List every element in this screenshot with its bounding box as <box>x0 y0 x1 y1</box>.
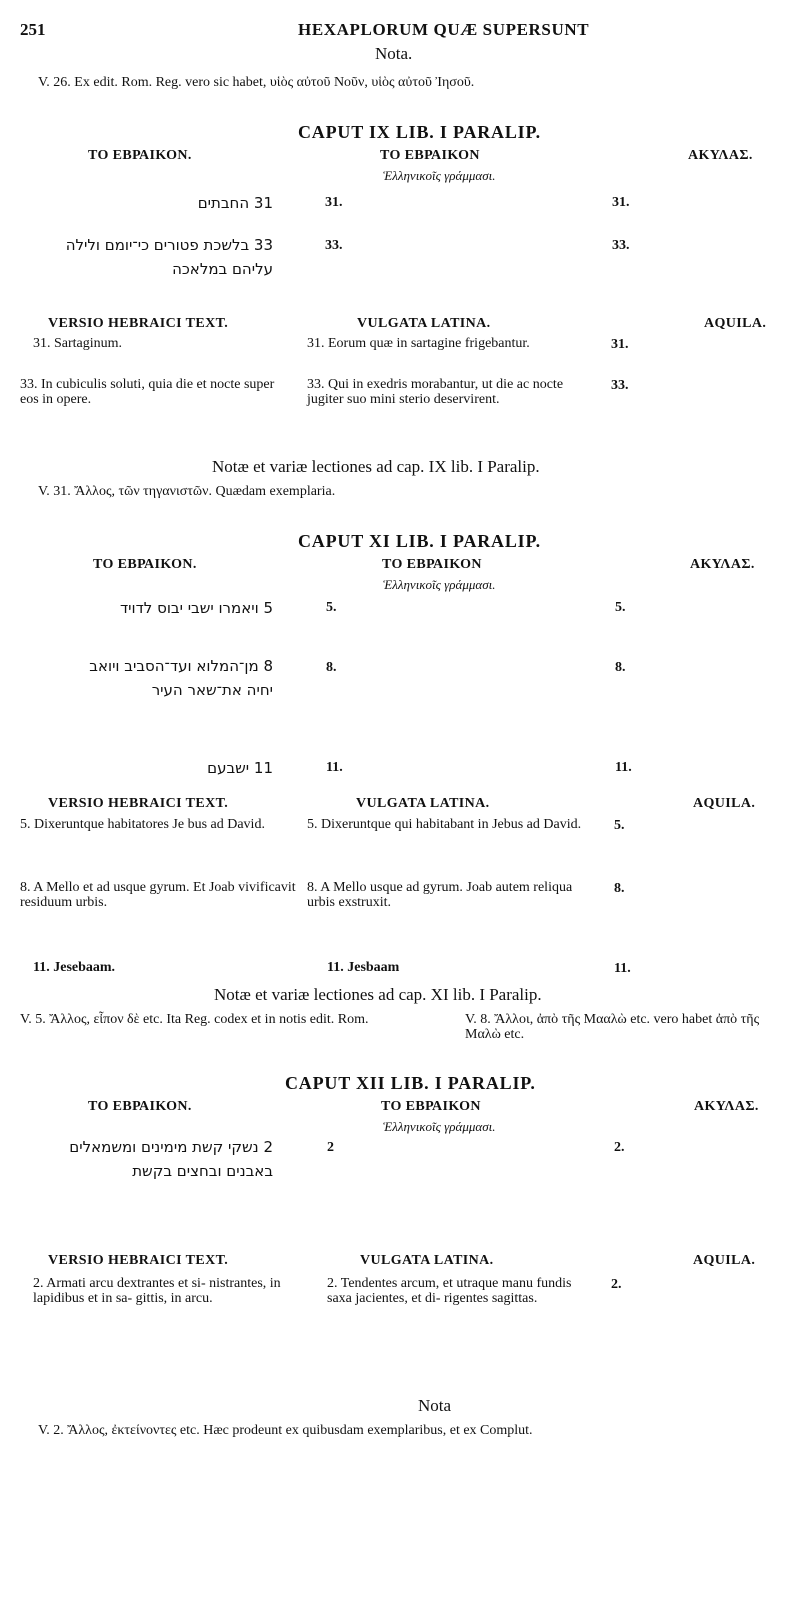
versio-text: 8. A Mello et ad usque gyrum. Et Joab vivificavit residuum urbis. <box>20 880 296 910</box>
col-header-aquila: ΑΚΥΛΑΣ. <box>688 148 753 163</box>
col-header-vulgata: VULGATA LATINA. <box>356 796 490 811</box>
hebrew-line: עליהם במלאכה <box>172 260 273 278</box>
hebrew-line: 5 ויאמרו ישבי יבוס לדויד <box>119 599 273 617</box>
col-header-hebrew: ΤΟ ΕΒΡΑΙΚΟΝ. <box>88 1099 192 1114</box>
col-subheader-greek: Ἑλληνικοῖς γράμμασι. <box>383 168 496 183</box>
aquila-latin-number: 31. <box>611 337 629 352</box>
running-title: HEXAPLORUM QUÆ SUPERSUNT <box>298 20 590 39</box>
aquila-latin-number: 5. <box>614 818 625 833</box>
section-title-caput-xii: CAPUT XII LIB. I PARALIP. <box>285 1073 536 1093</box>
hebrew-line: 8 מן־המלוא ועד־הסביב ויואב <box>89 657 273 675</box>
versio-text: 33. In cubiculis soluti, quia die et nocte super eos in opere. <box>20 377 275 407</box>
col-header-aquila-latin: AQUILA. <box>704 316 767 331</box>
hebrew-line: 11 ישבעם <box>207 759 273 777</box>
notes-heading: Nota <box>418 1396 452 1415</box>
col-header-aquila-latin: AQUILA. <box>693 1253 756 1268</box>
aquila-verse-number: 31. <box>612 195 630 210</box>
vulgata-text: 8. A Mello usque ad gyrum. Joab autem reliqua urbis exstruxit. <box>307 880 573 910</box>
aquila-latin-number: 2. <box>611 1277 622 1292</box>
greek-verse-number: 5. <box>326 600 337 615</box>
notes-heading: Notæ et variæ lectiones ad cap. XI lib. I Paralip. <box>214 985 542 1004</box>
notes-text: V. 31. Ἄλλος, τῶν τηγανιστῶν. Quædam exemplaria. <box>38 484 336 499</box>
vulgata-text: 5. Dixeruntque qui habitabant in Jebus ad David. <box>307 817 582 832</box>
top-note-heading: Nota. <box>375 44 413 63</box>
greek-verse-number: 31. <box>325 195 343 210</box>
notes-text: V. 2. Ἄλλος, ἐκτείνοντες etc. Hæc prodeunt ex quibusdam exemplaribus, et ex Complut. <box>38 1423 533 1438</box>
col-header-aquila: ΑΚΥΛΑΣ. <box>694 1099 759 1114</box>
col-header-greek: ΤΟ ΕΒΡΑΙΚΟΝ <box>380 148 480 163</box>
col-header-vulgata: VULGATA LATINA. <box>360 1253 494 1268</box>
hebrew-line: 31 החבתים <box>197 194 273 212</box>
col-subheader-greek: Ἑλληνικοῖς γράμμασι. <box>383 1119 496 1134</box>
page-number: 251 <box>20 20 46 39</box>
col-header-versio: VERSIO HEBRAICI TEXT. <box>48 796 229 811</box>
versio-text: 11. Jesebaam. <box>33 960 116 975</box>
vulgata-text: 31. Eorum quæ in sartagine frigebantur. <box>307 336 530 351</box>
aquila-latin-number: 11. <box>614 961 631 976</box>
aquila-latin-number: 33. <box>611 378 629 393</box>
versio-text: 5. Dixeruntque habitatores Je bus ad David. <box>20 817 265 832</box>
aquila-latin-number: 8. <box>614 881 625 896</box>
vulgata-text: 33. Qui in exedris morabantur, ut die ac nocte jugiter suo mini sterio deservirent. <box>307 377 564 407</box>
notes-heading: Notæ et variæ lectiones ad cap. IX lib. I Paralip. <box>212 457 540 476</box>
col-header-vulgata: VULGATA LATINA. <box>357 316 491 331</box>
greek-verse-number: 33. <box>325 238 343 253</box>
aquila-verse-number: 11. <box>615 760 632 775</box>
col-header-aquila: ΑΚΥΛΑΣ. <box>690 557 755 572</box>
aquila-verse-number: 33. <box>612 238 630 253</box>
aquila-verse-number: 2. <box>614 1140 625 1155</box>
section-title-caput-xi: CAPUT XI LIB. I PARALIP. <box>298 531 541 551</box>
hebrew-line: באבנים ובחצים בקשת <box>132 1162 273 1180</box>
col-header-versio: VERSIO HEBRAICI TEXT. <box>48 1253 229 1268</box>
notes-left-text: V. 5. Ἄλλος, εἶπον δὲ etc. Ita Reg. codex et in notis edit. Rom. <box>20 1012 369 1027</box>
col-header-aquila-latin: AQUILA. <box>693 796 756 811</box>
notes-right-text: V. 8. Ἄλλοι, ἀπὸ τῆς Μααλὼ etc. vero habet ἀπὸ τῆς Μαλὼ etc. <box>465 1012 760 1042</box>
versio-text: 2. Armati arcu dextrantes et si- nistrantes, in lapidibus et in sa- gittis, in arcu. <box>33 1276 281 1306</box>
top-note-text: V. 26. Ex edit. Rom. Reg. vero sic habet, υἱὸς αὐτοῦ Νοῦν, υἱὸς αὐτοῦ Ἰησοῦ. <box>38 75 475 90</box>
greek-verse-number: 8. <box>326 660 337 675</box>
greek-verse-number: 2 <box>327 1140 334 1155</box>
col-header-hebrew: ΤΟ ΕΒΡΑΙΚΟΝ. <box>88 148 192 163</box>
col-header-hebrew: ΤΟ ΕΒΡΑΙΚΟΝ. <box>93 557 197 572</box>
col-header-versio: VERSIO HEBRAICI TEXT. <box>48 316 229 331</box>
versio-text: 31. Sartaginum. <box>33 336 123 351</box>
aquila-verse-number: 8. <box>615 660 626 675</box>
col-subheader-greek: Ἑλληνικοῖς γράμμασι. <box>383 577 496 592</box>
aquila-verse-number: 5. <box>615 600 626 615</box>
hebrew-line: 33 בלשכת פטורים כי־יומם ולילה <box>65 236 273 254</box>
section-title-caput-ix: CAPUT IX LIB. I PARALIP. <box>298 122 541 142</box>
hebrew-line: 2 נשקי קשת מימינים ומשמאלים <box>69 1138 273 1156</box>
col-header-greek: ΤΟ ΕΒΡΑΙΚΟΝ <box>382 557 482 572</box>
greek-verse-number: 11. <box>326 760 343 775</box>
vulgata-text: 2. Tendentes arcum, et utraque manu fundis saxa jacientes, et di- rigentes sagittas. <box>327 1276 572 1306</box>
hebrew-line: יחיה את־שאר העיר <box>151 681 273 699</box>
col-header-greek: ΤΟ ΕΒΡΑΙΚΟΝ <box>381 1099 481 1114</box>
vulgata-text: 11. Jesbaam <box>327 960 400 975</box>
